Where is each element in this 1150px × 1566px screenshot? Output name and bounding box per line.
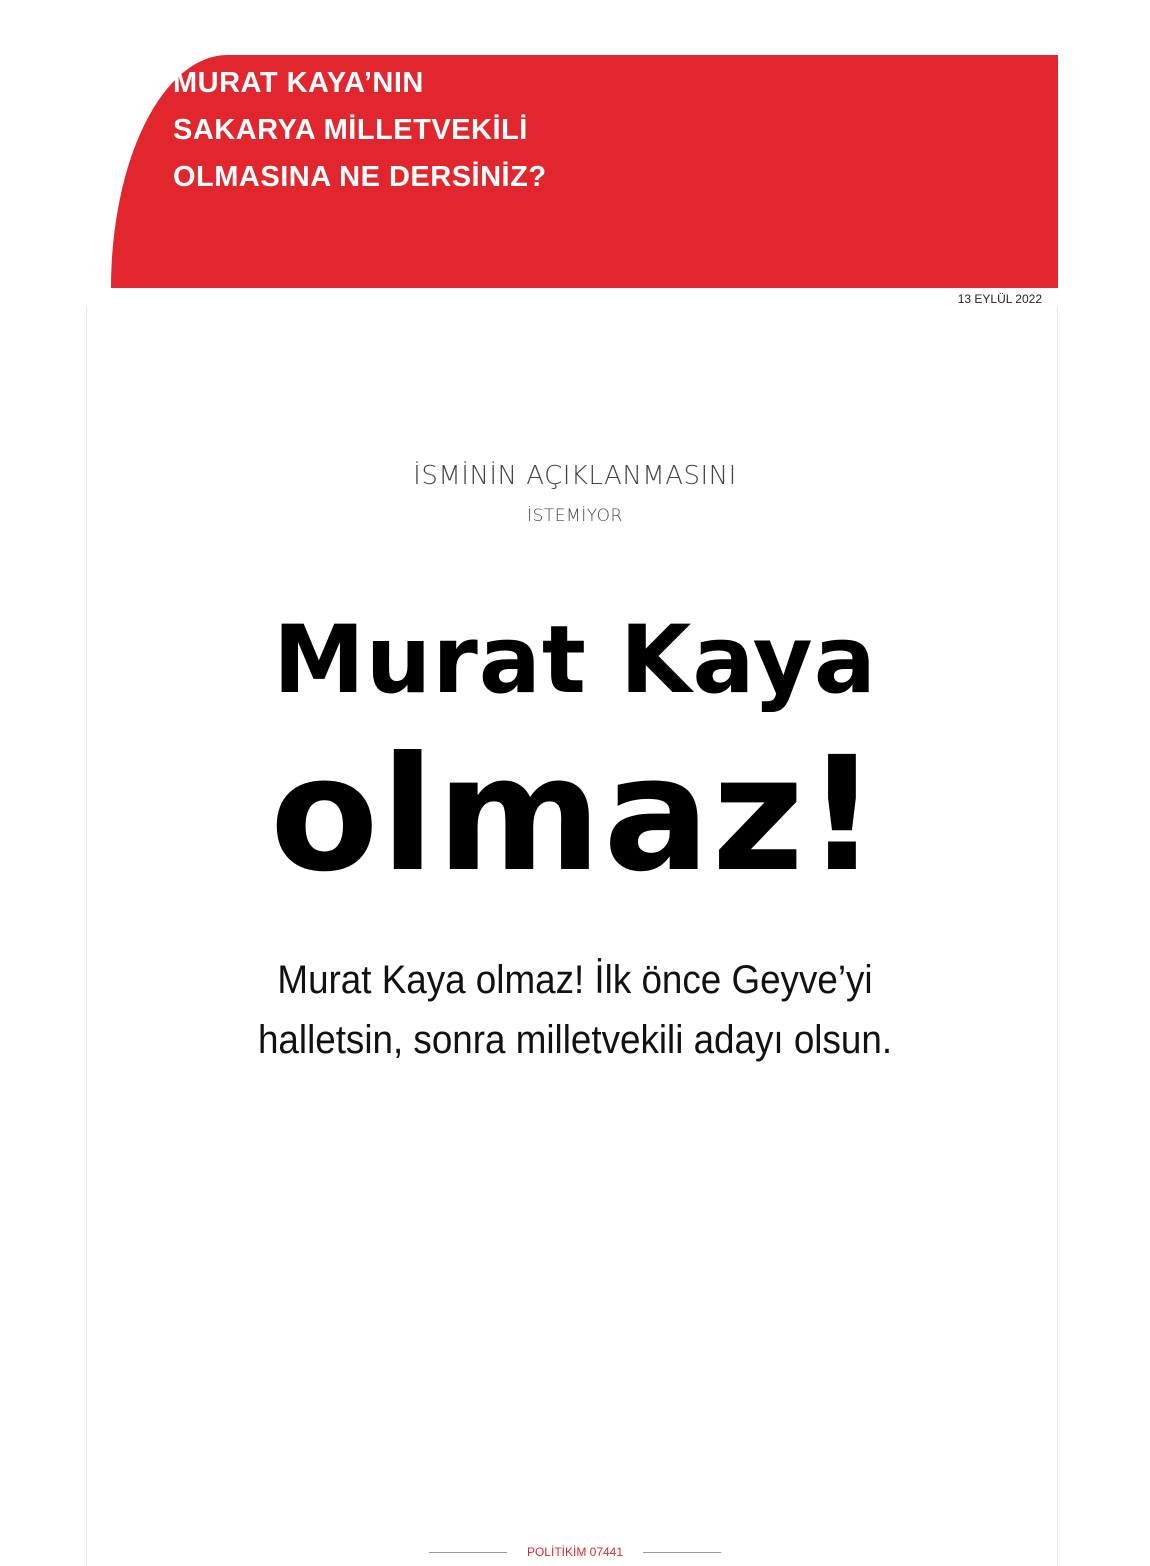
respondent-line-2: İSTEMİYOR: [527, 506, 623, 526]
footer-text: POLİTİKİM 07441: [526, 1545, 624, 1559]
header-title-line-3: OLMASINA NE DERSİNİZ?: [173, 161, 547, 193]
headline-line-2: olmaz!: [270, 723, 880, 907]
quote-text: [46, 950, 1104, 1070]
header-title-line-1: MURAT KAYA’NIN: [173, 67, 424, 99]
header-title-line-2: SAKARYA MİLLETVEKİLİ: [173, 114, 528, 146]
respondent-line-1: İSMİNİN AÇIKLANMASINI: [413, 461, 737, 491]
page-frame: [86, 308, 1058, 1566]
header-title: [173, 60, 547, 201]
quote-line-1: Murat Kaya olmaz! İlk önce Geyve’yi: [277, 958, 873, 1002]
headline-line-1: Murat Kaya: [273, 606, 877, 715]
footer: [0, 1545, 1150, 1559]
quote-line-2: halletsin, sonra milletvekili adayı olsun.: [257, 1018, 893, 1062]
footer-divider-right: [643, 1552, 721, 1553]
footer-divider-left: [429, 1552, 507, 1553]
publication-date: 13 EYLÜL 2022: [957, 292, 1042, 306]
